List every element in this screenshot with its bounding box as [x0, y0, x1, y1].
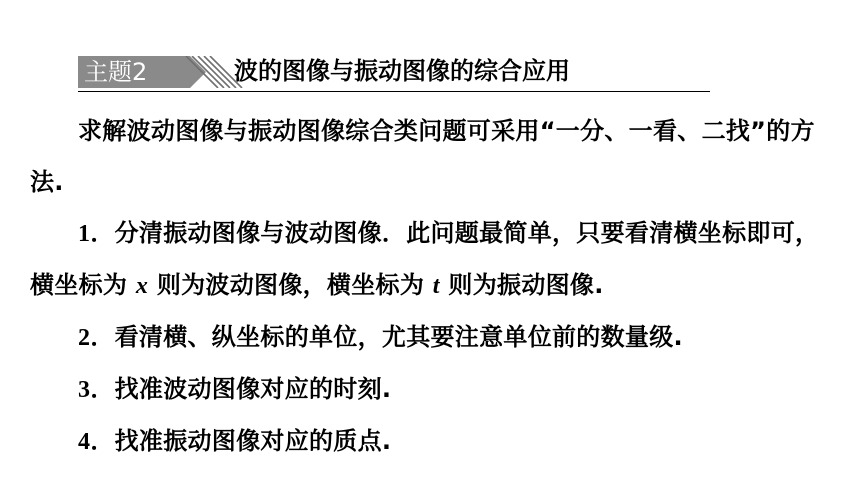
variable-x: x — [135, 273, 149, 299]
list-item-2 — [30, 312, 830, 364]
item-number: 3 — [78, 377, 91, 403]
intro-paragraph: 求解波动图像与振动图像综合类问题可采用“一分、一看、二找”的方法. — [30, 117, 815, 196]
item-text: 则为波动图像，横坐标为 — [156, 271, 425, 299]
list-item-3 — [30, 364, 830, 416]
item-text: ．分清振动图像与波动图像．此问题最简单，只要看清横坐标即可，横坐标为 — [30, 219, 820, 299]
body-content — [30, 106, 830, 468]
topic-badge: 主题2 — [78, 56, 178, 88]
header-divider — [78, 91, 710, 92]
item-text: 则为振动图像. — [448, 271, 604, 299]
topic-header — [78, 50, 710, 92]
item-number: 2 — [78, 325, 91, 351]
list-item-1 — [30, 208, 830, 312]
list-item-4 — [30, 416, 830, 468]
topic-title: 波的图像与振动图像的综合应用 — [234, 57, 570, 85]
item-number: 4 — [78, 429, 91, 455]
variable-t: t — [432, 273, 440, 299]
item-text: ．看清横、纵坐标的单位，尤其要注意单位前的数量级. — [90, 323, 683, 351]
item-number: 1 — [78, 221, 91, 247]
item-text: ．找准波动图像对应的时刻. — [90, 375, 392, 403]
item-text: ．找准振动图像对应的质点. — [90, 427, 392, 455]
